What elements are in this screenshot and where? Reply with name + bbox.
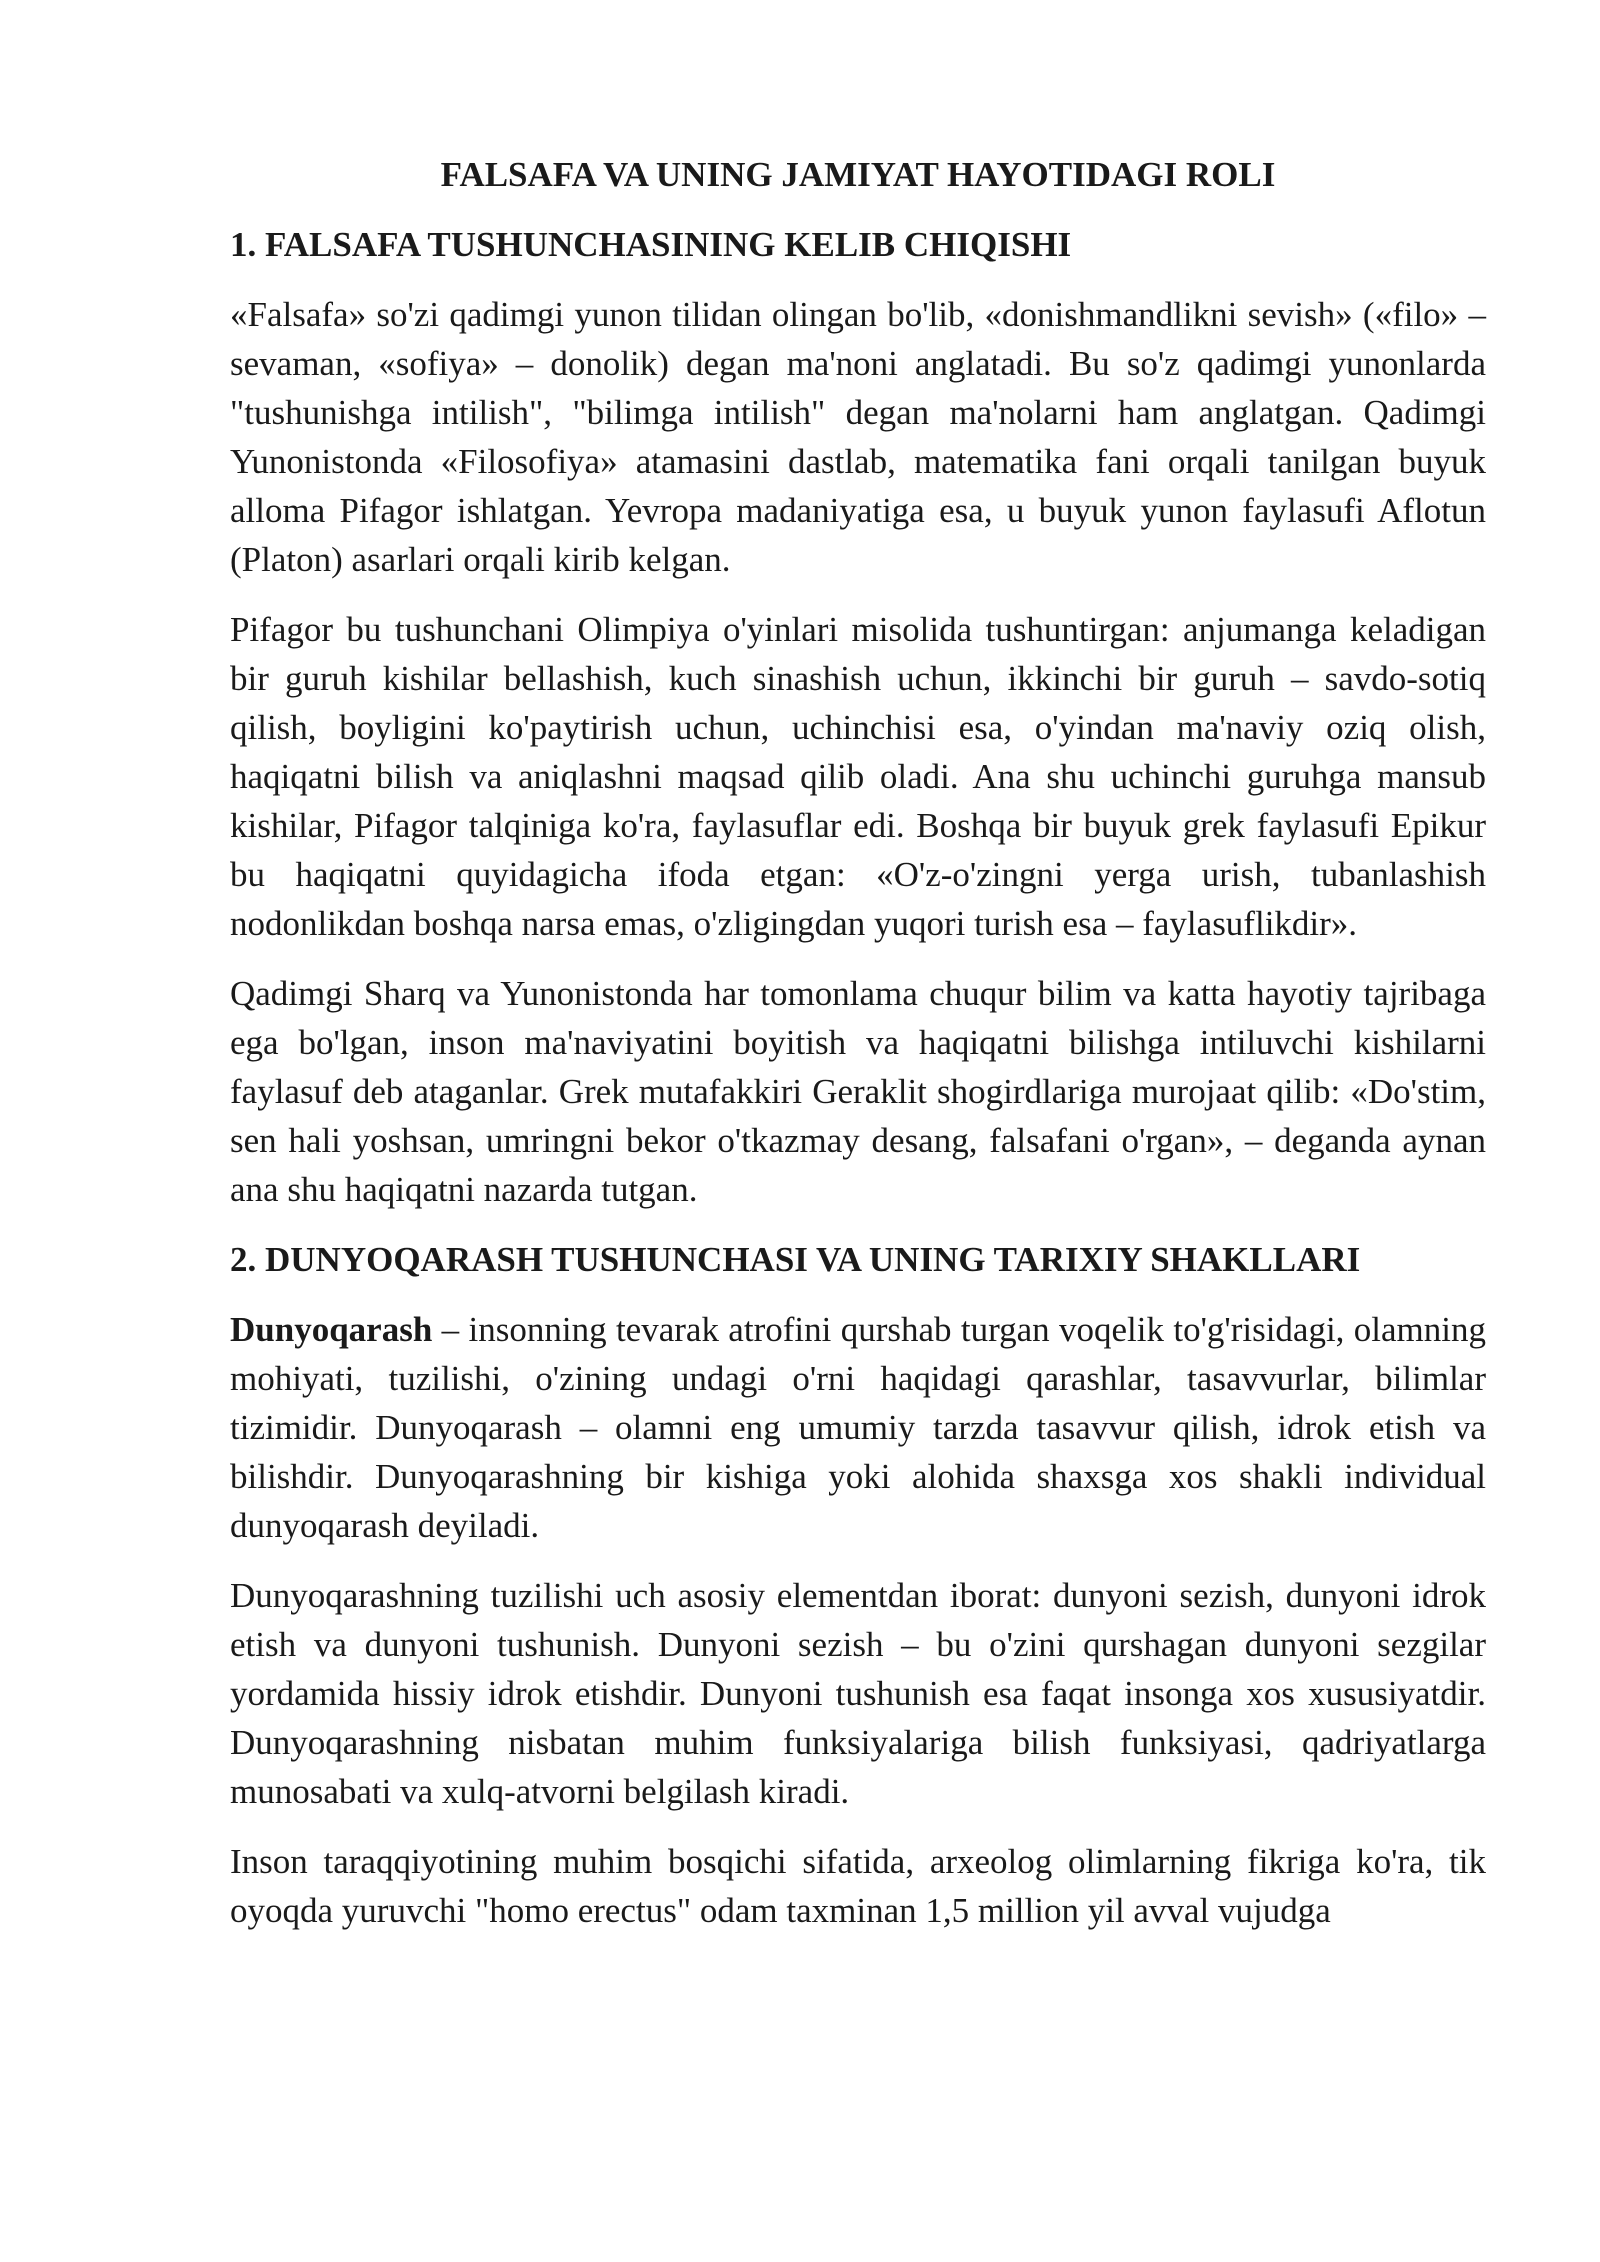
section-1-paragraph-3: Qadimgi Sharq va Yunonistonda har tomonlama chuqur bilim va katta hayotiy tajribaga ega bo'lgan, inson ma'naviyatini boyitish va haqiqatni bilishga intiluvchi kishilarni faylasuf deb ataganlar. Grek mutafakkiri Geraklit shogirdlariga murojaat qilib: «Do'stim, sen hali yoshsan, umringni bekor o'tkazmay desang, falsafani o'rgan», – deganda aynan ana shu haqiqatni nazarda tutgan. [230, 974, 1486, 1209]
section-2-paragraph-2: Inson taraqqiyotining muhim bosqichi sifatida, arxeolog olimlarning fikriga ko'ra, tik oyoqda yuruvchi "homo erectus" odam taxminan 1,5 million yil avval vujudga [230, 1842, 1486, 1930]
section-heading-2: 2. DUNYOQARASH TUSHUNCHASI VA UNING TARIXIY SHAKLLARI [230, 1240, 1361, 1279]
document-title: FALSAFA VA UNING JAMIYAT HAYOTIDAGI ROLI [440, 155, 1276, 194]
section-heading-1: 1. FALSAFA TUSHUNCHASINING KELIB CHIQISHI [230, 225, 1072, 264]
defined-term: Dunyoqarash [230, 1310, 433, 1349]
document-page [230, 150, 1486, 1956]
section-2-paragraph-1: Dunyoqarashning tuzilishi uch asosiy elementdan iborat: dunyoni sezish, dunyoni idrok etish va dunyoni tushunish. Dunyoni sezish – bu o'zini qurshagan dunyoni sezgilar yordamida hissiy idrok etishdir. Dunyoni tushunish esa faqat insonga xos xususiyatdir. Dunyoqarashning nisbatan muhim funksiyalariga bilish funksiyasi, qadriyatlarga munosabati va xulq-atvorni belgilash kiradi. [230, 1576, 1486, 1811]
section-1-paragraph-2: Pifagor bu tushunchani Olimpiya o'yinlari misolida tushuntirgan: anjumanga keladigan bir guruh kishilar bellashish, kuch sinashish uchun, ikkinchi bir guruh – savdo-sotiq qilish, boyligini ko'paytirish uchun, uchinchisi esa, o'yindan ma'naviy oziq olish, haqiqatni bilish va aniqlashni maqsad qilib oladi. Ana shu uchinchi guruhga mansub kishilar, Pifagor talqiniga ko'ra, faylasuflar edi. Boshqa bir buyuk grek faylasufi Epikur bu haqiqatni quyidagicha ifoda etgan: «O'z-o'zingni yerga urish, tubanlashish nodonlikdan boshqa narsa emas, o'zligingdan yuqori turish esa – faylasuflikdir». [230, 610, 1486, 943]
definition-text: – insonning tevarak atrofini qurshab turgan voqelik to'g'risidagi, olamning mohiyati, tuzilishi, o'zining undagi o'rni haqidagi qarashlar, tasavvurlar, bilimlar tizimidir. Dunyoqarash – olamni eng umumiy tarzda tasavvur qilish, idrok etish va bilishdir. Dunyoqarashning bir kishiga yoki alohida shaxsga xos shakli individual dunyoqarash deyiladi. [230, 1310, 1486, 1545]
section-2-lead-paragraph [230, 1305, 1486, 1550]
section-1-paragraph-1: «Falsafa» so'zi qadimgi yunon tilidan olingan bo'lib, «donishmandlikni sevish» («filo» – sevaman, «sofiya» – donolik) degan ma'noni anglatadi. Bu so'z qadimgi yunonlarda "tushunishga intilish", "bilimga intilish" degan ma'nolarni ham anglatgan. Qadimgi Yunonistonda «Filosofiya» atamasini dastlab, matematika fani orqali tanilgan buyuk alloma Pifagor ishlatgan. Yevropa madaniyatiga esa, u buyuk yunon faylasufi Aflotun (Platon) asarlari orqali kirib kelgan. [230, 295, 1486, 579]
